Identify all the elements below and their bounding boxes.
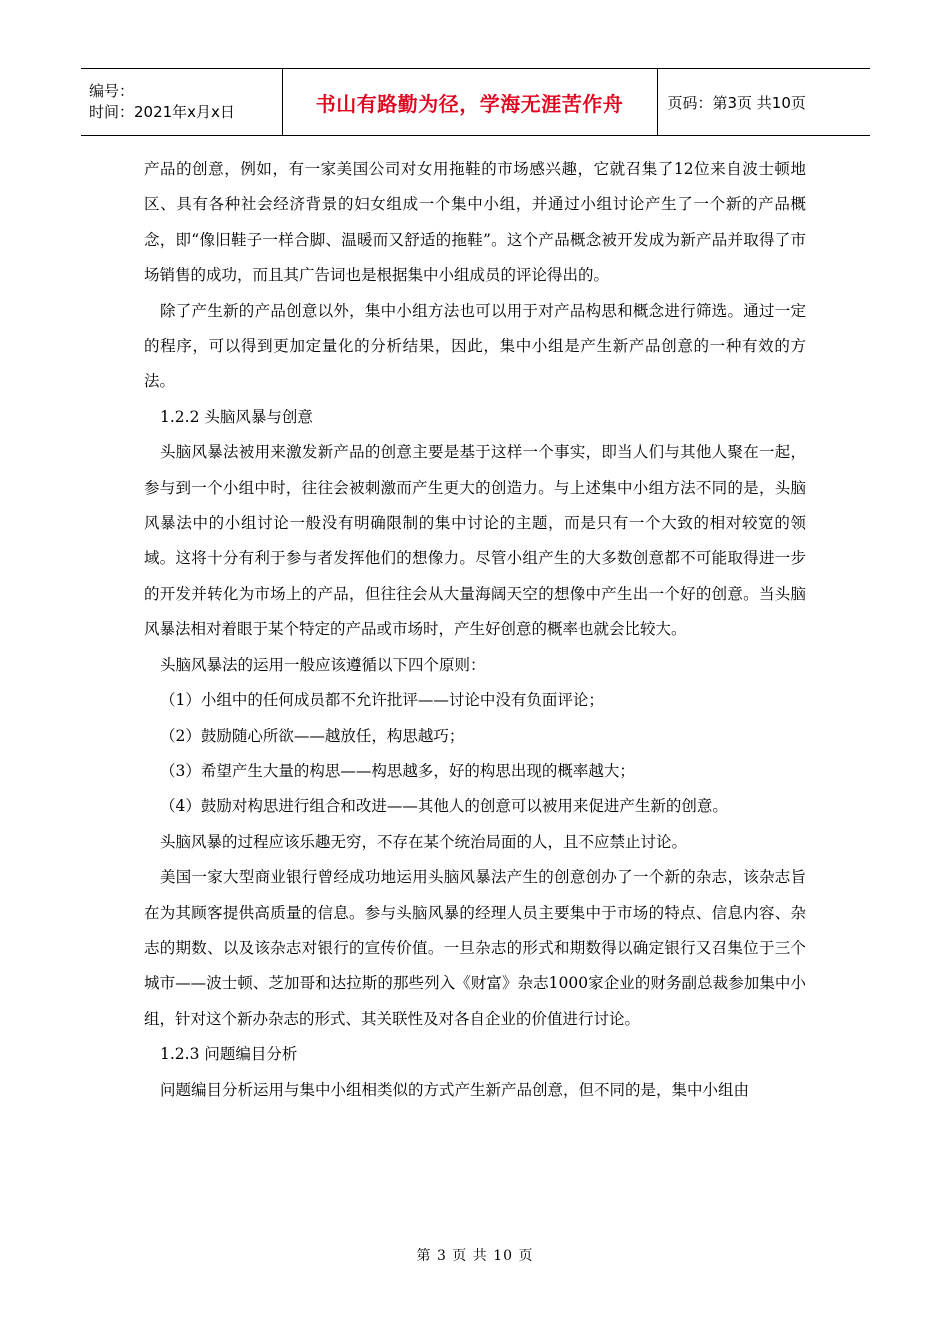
list-item: （4）鼓励对构思进行组合和改进——其他人的创意可以被用来促进产生新的创意。 (160, 797, 728, 816)
body-paragraph: 头脑风暴的过程应该乐趣无穷，不存在某个统治局面的人，且不应禁止讨论。 (160, 832, 688, 851)
page-footer: 第 3 页 共 10 页 (416, 1248, 534, 1264)
document-header (81, 68, 870, 136)
list-item: （1）小组中的任何成员都不允许批评——讨论中没有负面评论； (160, 691, 604, 710)
section-heading: 1.2.3 问题编目分析 (160, 1045, 298, 1064)
document-body (144, 152, 806, 1108)
list-item: （2）鼓励随心所欲——越放任，构思越巧； (160, 726, 465, 745)
section-heading: 1.2.2 头脑风暴与创意 (160, 407, 313, 426)
body-paragraph: 问题编目分析运用与集中小组相类似的方式产生新产品创意，但不同的是，集中小组由 (160, 1080, 750, 1099)
body-paragraph: 除了产生新的产品创意以外，集中小组方法也可以用于对产品构思和概念进行筛选。通过一定的程序，可以得到更加定量化的分析结果，因此，集中小组是产生新产品创意的一种有效的方法。 (144, 301, 806, 391)
body-paragraph: 头脑风暴法的运用一般应该遵循以下四个原则： (160, 655, 486, 674)
list-item: （3）希望产生大量的构思——构思越多，好的构思出现的概率越大； (160, 761, 635, 780)
body-paragraph: 产品的创意，例如，有一家美国公司对女用拖鞋的市场感兴趣，它就召集了12位来自波士顿地区、具有各种社会经济背景的妇女组成一个集中小组，并通过小组讨论产生了一个新的产品概念，即“像旧鞋子一样合脚、温暖而又舒适的拖鞋”。这个产品概念被开发成为新产品并取得了市场销售的成功，而且其广告词也是根据集中小组成员的评论得出的。 (144, 160, 806, 285)
body-paragraph: 头脑风暴法被用来激发新产品的创意主要是基于这样一个事实，即当人们与其他人聚在一起，参与到一个小组中时，往往会被刺激而产生更大的创造力。与上述集中小组方法不同的是，头脑风暴法中的小组讨论一般没有明确限制的集中讨论的主题，而是只有一个大致的相对较宽的领域。这将十分有利于参与者发挥他们的想像力。尽管小组产生的大多数创意都不可能取得进一步的开发并转化为市场上的产品，但往往会从大量海阔天空的想像中产生出一个好的创意。当头脑风暴法相对着眼于某个特定的产品或市场时，产生好创意的概率也就会比较大。 (144, 443, 806, 639)
document-number-label: 编号： (89, 82, 135, 100)
body-paragraph: 美国一家大型商业银行曾经成功地运用头脑风暴法产生的创意创办了一个新的杂志，该杂志旨在为其顾客提供高质量的信息。参与头脑风暴的经理人员主要集中于市场的特点、信息内容、杂志的期数、以及该杂志对银行的宣传价值。一旦杂志的形式和期数得以确定银行又召集位于三个城市——波士顿、芝加哥和达拉斯的那些列入《财富》杂志1000家企业的财务副总裁参加集中小组，针对这个新办杂志的形式、其关联性及对各自企业的价值进行讨论。 (144, 868, 806, 1028)
header-meta-cell (81, 69, 282, 136)
header-page-code: 页码：第3页 共10页 (657, 69, 870, 136)
header-motto: 书山有路勤为径，学海无涯苦作舟 (282, 69, 657, 136)
document-time-label: 时间：2021年x月x日 (89, 103, 235, 121)
